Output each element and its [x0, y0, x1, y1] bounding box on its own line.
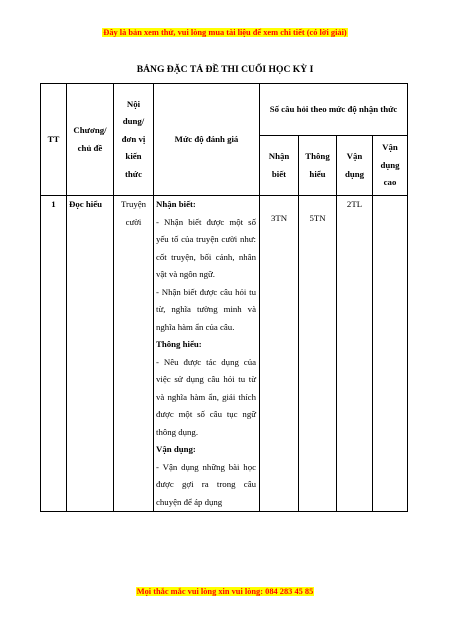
count-advanced-application — [373, 196, 408, 512]
count-comprehension: 5TN — [299, 196, 337, 512]
contact-banner — [0, 587, 450, 596]
document-title: BẢNG ĐẶC TẢ ĐỀ THI CUỐI HỌC KỲ I — [136, 64, 314, 75]
desc-item: - Nhận biết được câu hỏi tu từ, nghĩa tường minh và nghĩa hàm ẩn của câu. — [156, 286, 256, 332]
row-chapter: Đọc hiểu — [67, 196, 114, 512]
header-chapter: Chương/ chủ đề — [67, 84, 114, 196]
count-application: 2TL — [337, 196, 373, 512]
desc-item: - Nêu được tác dụng của việc sử dụng câu hỏi tu từ và nghĩa hàm ẩn, giải thích được một số câu tục ngữ thông dụng. — [156, 356, 256, 437]
header-recognition: Nhận biết — [260, 136, 299, 196]
row-assessment-description — [154, 196, 260, 512]
row-tt: 1 — [41, 196, 67, 512]
header-assessment-level: Mức độ đánh giá — [154, 84, 260, 196]
preview-notice-banner — [0, 28, 450, 37]
header-content: Nội dung/ đơn vị kiến thức — [114, 84, 154, 196]
header-question-count: Số câu hỏi theo mức độ nhận thức — [260, 84, 408, 136]
table-row — [41, 196, 408, 512]
header-comprehension: Thông hiểu — [299, 136, 337, 196]
header-advanced-application: Vận dụng cao — [373, 136, 408, 196]
desc-item: - Vận dụng những bài học được gợi ra trong câu chuyện để áp dụng — [156, 461, 256, 507]
desc-heading-comprehension: Thông hiểu: — [156, 339, 202, 349]
header-tt: TT — [41, 84, 67, 196]
desc-item: - Nhận biết được một số yếu tố của truyện cười như: cốt truyện, bối cảnh, nhân vật và ngôn ngữ. — [156, 216, 256, 279]
contact-text: Mọi thắc mắc vui lòng xin vui lòng: 084 283 45 85 — [136, 587, 314, 596]
preview-notice-text: Đây là bản xem thử, vui lòng mua tài liệu để xem chi tiết (có lời giải) — [103, 28, 347, 37]
desc-heading-recognition: Nhận biết: — [156, 199, 196, 209]
header-application: Vận dụng — [337, 136, 373, 196]
count-recognition: 3TN — [260, 196, 299, 512]
specification-table — [40, 83, 408, 512]
desc-heading-application: Vận dụng: — [156, 444, 196, 454]
row-content: Truyện cười — [114, 196, 154, 512]
header-row-1 — [41, 84, 408, 136]
